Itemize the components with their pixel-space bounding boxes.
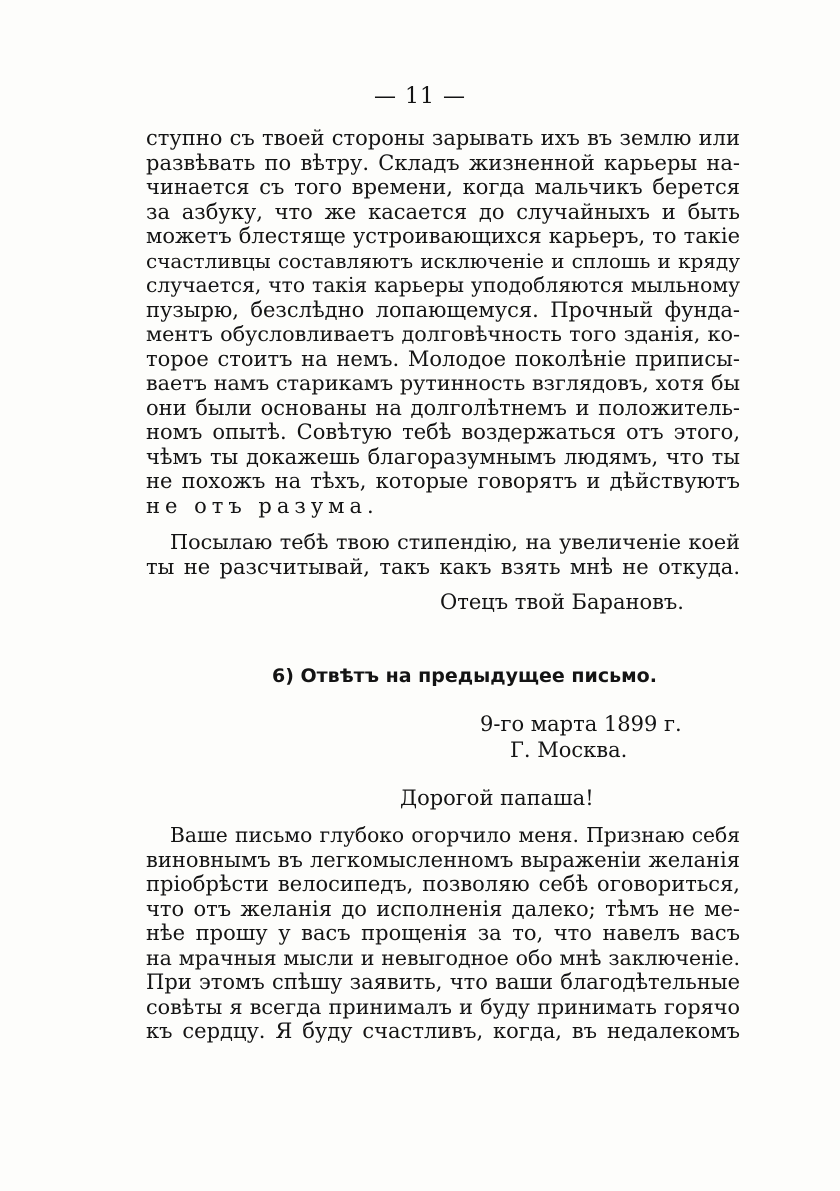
reply-letter-body — [146, 823, 740, 1044]
text-line: за азбуку, что же касается до случайныхъ и быть — [146, 199, 740, 224]
letter-signature: Отецъ твой Барановъ. — [440, 590, 684, 614]
section-heading: 6) Отвѣтъ на предыдущее письмо. — [272, 665, 657, 687]
text-line: совѣты я всегда принималъ и буду принимать горячо — [146, 994, 740, 1019]
text-line: чинается съ того времени, когда мальчикъ берется — [146, 175, 740, 199]
text-line: не похожъ на тѣхъ, которые говорятъ и дѣйствуютъ — [146, 469, 740, 493]
page-number: — 11 — — [374, 84, 466, 109]
text-line: Посылаю тебѣ твою стипендію, на увеличеніе коей — [170, 530, 740, 554]
letter-end-postscript — [146, 530, 740, 579]
text-line-spaced: не отъ разума. — [146, 493, 379, 518]
text-line: ты не разсчитывай, такъ какъ взять мнѣ не откуда. — [146, 554, 740, 579]
text-line: случается, что такія карьеры уподобляются мыльному — [146, 273, 740, 297]
text-line: торое стоитъ на немъ. Молодое поколѣніе приписы- — [146, 346, 740, 371]
text-line: они были основаны на долголѣтнемъ и положитель- — [146, 395, 740, 420]
text-line: чѣмъ ты докажешь благоразумнымъ людямъ, что ты — [146, 444, 740, 469]
text-line: счастливцы составляютъ исключеніе и сплошь и кряду — [146, 248, 740, 273]
text-line: При этомъ спѣшу заявить, что ваши благодѣтельные — [146, 970, 740, 994]
text-line: пузырю, безслѣдно лопающемуся. Прочный фунда- — [146, 297, 740, 322]
text-line: нѣе прошу у васъ прощенія за то, что навелъ васъ — [146, 921, 740, 945]
text-line: что отъ желанія до исполненія далеко; тѣмъ не ме- — [146, 896, 740, 921]
text-line: развѣвать по вѣтру. Складъ жизненной карьеры на- — [146, 150, 740, 175]
text-line: виновнымъ въ легкомысленномъ выраженіи желанія — [146, 847, 740, 872]
letter-end-paragraph — [146, 126, 740, 518]
text-line: можетъ блестяще устроивающихся карьеръ, то такіе — [146, 224, 740, 248]
text-line: ментъ обусловливаетъ долговѣчность того зданія, ко- — [146, 322, 740, 346]
text-line: ваетъ намъ старикамъ рутинность взглядовъ, хотя бы — [146, 371, 740, 395]
letter-place: Г. Москва. — [510, 738, 628, 762]
text-line: къ сердцу. Я буду счастливъ, когда, въ недалекомъ — [146, 1019, 740, 1043]
letter-salutation: Дорогой папаша! — [400, 786, 594, 810]
text-line: Ваше письмо глубоко огорчило меня. Признаю себя — [170, 823, 740, 847]
text-line: ступно съ твоей стороны зарывать ихъ въ землю или — [146, 126, 740, 150]
text-line: на мрачныя мысли и невыгодное обо мнѣ заключеніе. — [146, 945, 740, 970]
text-line: пріобрѣсти велосипедъ, позволяю себѣ оговориться, — [146, 872, 740, 896]
text-line: номъ опытѣ. Совѣтую тебѣ воздержаться отъ этого, — [146, 420, 740, 444]
letter-date: 9-го марта 1899 г. — [480, 712, 682, 736]
